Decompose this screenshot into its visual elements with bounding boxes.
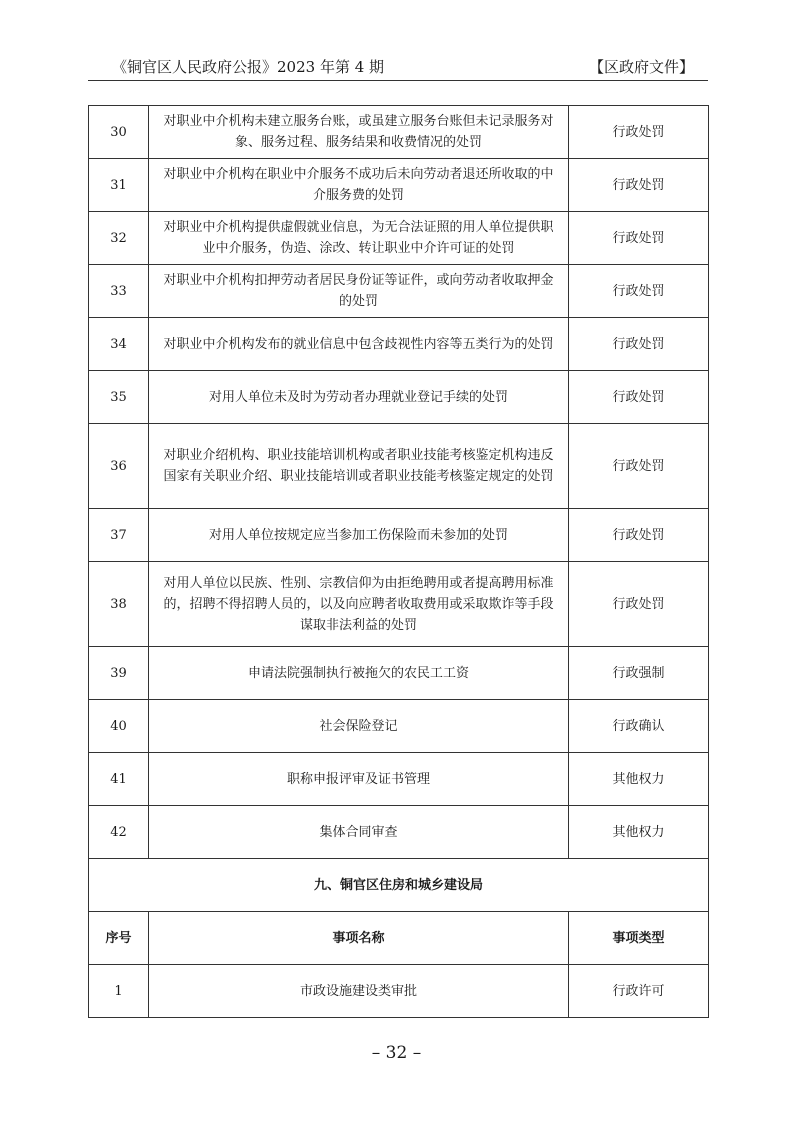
table-row [89, 318, 709, 371]
table-row [89, 424, 709, 509]
powers-table [88, 105, 709, 1018]
table-row [89, 106, 709, 159]
item-type: 行政确认 [569, 700, 709, 753]
table-row [89, 212, 709, 265]
document-category: 【区政府文件】 [588, 58, 694, 76]
table-row [89, 700, 709, 753]
item-name: 对用人单位未及时为劳动者办理就业登记手续的处罚 [149, 371, 569, 424]
row-number: 31 [89, 159, 149, 212]
table-row [89, 159, 709, 212]
row-number: 34 [89, 318, 149, 371]
section-title-row [89, 859, 709, 912]
item-name: 职称申报评审及证书管理 [149, 753, 569, 806]
row-number: 39 [89, 647, 149, 700]
item-type: 行政处罚 [569, 212, 709, 265]
item-name: 对职业中介机构未建立服务台账，或虽建立服务台账但未记录服务对象、服务过程、服务结果和收费情况的处罚 [149, 106, 569, 159]
item-name: 社会保险登记 [149, 700, 569, 753]
item-type: 行政处罚 [569, 562, 709, 647]
row-number: 35 [89, 371, 149, 424]
column-header-name: 事项名称 [149, 912, 569, 965]
item-type: 行政许可 [569, 965, 709, 1018]
row-number: 1 [89, 965, 149, 1018]
table-row [89, 647, 709, 700]
table-row [89, 965, 709, 1018]
item-type: 行政处罚 [569, 371, 709, 424]
item-type: 行政处罚 [569, 265, 709, 318]
row-number: 32 [89, 212, 149, 265]
table-row [89, 371, 709, 424]
item-type: 行政处罚 [569, 509, 709, 562]
column-header-number: 序号 [89, 912, 149, 965]
row-number: 42 [89, 806, 149, 859]
page-number: – 32 – [371, 1043, 422, 1063]
row-number: 40 [89, 700, 149, 753]
section-title: 九、铜官区住房和城乡建设局 [89, 859, 709, 912]
bulletin-title: 《铜官区人民政府公报》2023 年第 4 期 [112, 58, 385, 76]
item-type: 其他权力 [569, 806, 709, 859]
item-type: 行政强制 [569, 647, 709, 700]
table-row [89, 265, 709, 318]
item-type: 行政处罚 [569, 424, 709, 509]
row-number: 30 [89, 106, 149, 159]
row-number: 38 [89, 562, 149, 647]
item-name: 对职业中介机构提供虚假就业信息，为无合法证照的用人单位提供职业中介服务，伪造、涂改、转让职业中介许可证的处罚 [149, 212, 569, 265]
item-name: 对职业中介机构发布的就业信息中包含歧视性内容等五类行为的处罚 [149, 318, 569, 371]
table-row [89, 806, 709, 859]
column-header-type: 事项类型 [569, 912, 709, 965]
item-name: 申请法院强制执行被拖欠的农民工工资 [149, 647, 569, 700]
item-type: 行政处罚 [569, 106, 709, 159]
table-row [89, 509, 709, 562]
item-type: 其他权力 [569, 753, 709, 806]
table-row [89, 562, 709, 647]
item-name: 市政设施建设类审批 [149, 965, 569, 1018]
row-number: 36 [89, 424, 149, 509]
item-name: 对用人单位以民族、性别、宗教信仰为由拒绝聘用或者提高聘用标准的，招聘不得招聘人员的，以及向应聘者收取费用或采取欺诈等手段谋取非法利益的处罚 [149, 562, 569, 647]
item-type: 行政处罚 [569, 159, 709, 212]
item-type: 行政处罚 [569, 318, 709, 371]
item-name: 对职业介绍机构、职业技能培训机构或者职业技能考核鉴定机构违反国家有关职业介绍、职业技能培训或者职业技能考核鉴定规定的处罚 [149, 424, 569, 509]
page-header [88, 54, 708, 78]
row-number: 41 [89, 753, 149, 806]
item-name: 集体合同审查 [149, 806, 569, 859]
item-name: 对职业中介机构在职业中介服务不成功后未向劳动者退还所收取的中介服务费的处罚 [149, 159, 569, 212]
table-row [89, 753, 709, 806]
row-number: 33 [89, 265, 149, 318]
row-number: 37 [89, 509, 149, 562]
header-divider [88, 80, 708, 81]
column-header-row [89, 912, 709, 965]
item-name: 对用人单位按规定应当参加工伤保险而未参加的处罚 [149, 509, 569, 562]
item-name: 对职业中介机构扣押劳动者居民身份证等证件，或向劳动者收取押金的处罚 [149, 265, 569, 318]
